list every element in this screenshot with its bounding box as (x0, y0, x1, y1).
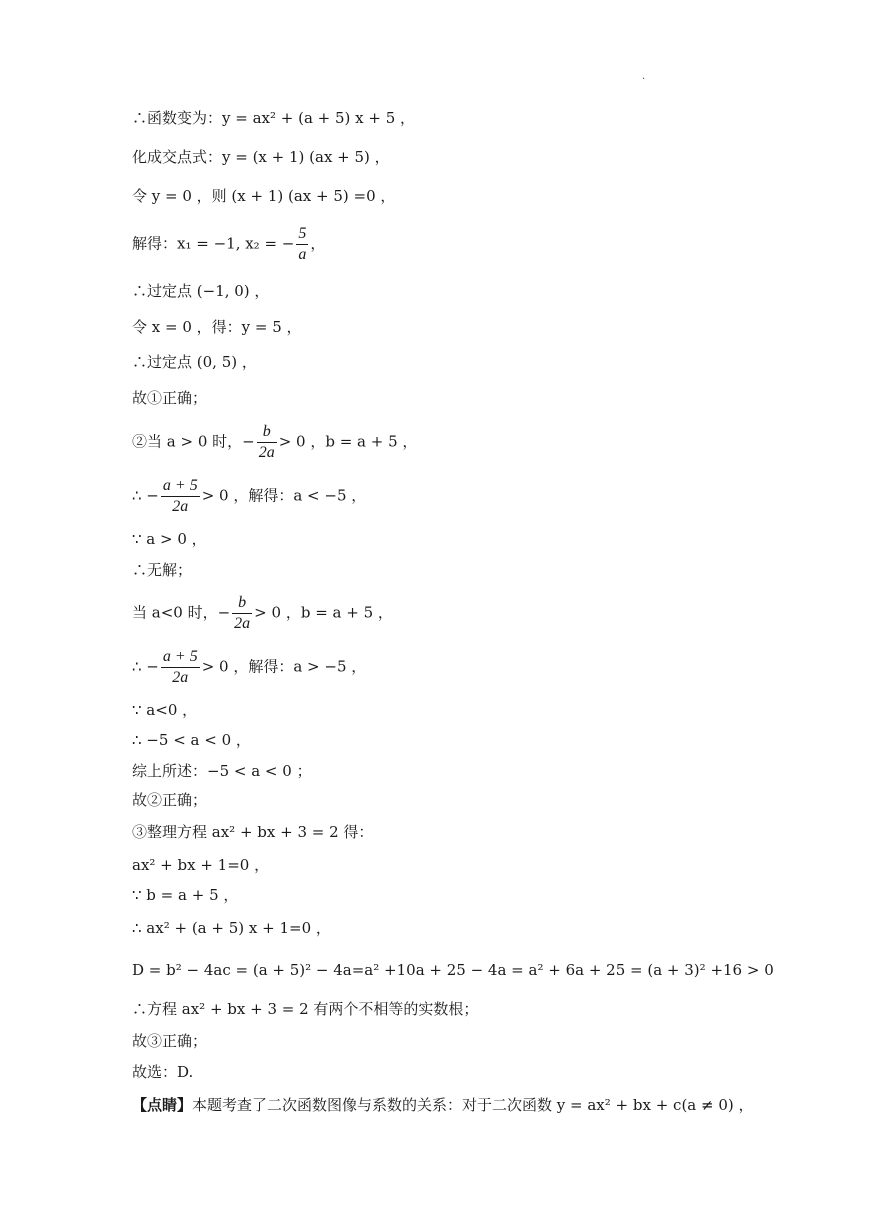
line-summary: 综上所述：−5 < a < 0 ； (132, 762, 312, 780)
line-simplified-equation: ax² + bx + 1=0 ， (132, 856, 270, 874)
line-equation-3: ③整理方程 ax² + bx + 3 = 2 得： (132, 823, 374, 841)
roots-text: 解得：x₁ = −1, x₂ = − (132, 234, 295, 253)
line-conclusion-3: 故③正确； (132, 1032, 208, 1050)
line-key-point (132, 1095, 754, 1115)
line-two-roots: ∴方程 ax² + bx + 3 = 2 有两个不相等的实数根； (132, 1000, 479, 1018)
line-function-transform: ∴函数变为：y = ax² + (a + 5) x + 5 ， (132, 109, 416, 127)
line-range-a: ∴ −5 < a < 0 ， (132, 731, 251, 749)
line-roots: 解得：x₁ = −1, x₂ = − $\frac{5}{a}$ ， (132, 225, 326, 263)
line-solve-a-negative: ∴ − $\frac{a + 5}{2a}$ > 0 ，解得：a > −5 ， (132, 648, 367, 686)
line-case-a-negative: 当 a<0 时，− $\frac{b}{2a}$ > 0 ，b = a + 5 ， (132, 594, 393, 632)
line-fixed-point-1: ∴过定点 (−1, 0) ， (132, 282, 270, 300)
line-factored-form: 化成交点式：y = (x + 1) (ax + 5) ， (132, 148, 390, 166)
line-since-a-positive: ∵ a > 0 ， (132, 530, 207, 548)
fraction-b-over-2a: $\frac{b}{2a}$ (234, 594, 251, 632)
fraction-5-over-a: $\frac{5}{a}$ (298, 225, 307, 263)
line-answer: 故选：D. (132, 1063, 194, 1081)
key-point-label: 【点睛】 (132, 1096, 193, 1114)
line-since-b: ∵ b = a + 5 ， (132, 886, 239, 904)
fraction-a5-over-2a: $\frac{a + 5}{2a}$ (162, 648, 198, 686)
line-since-a-negative: ∵ a<0 ， (132, 701, 198, 719)
line-substituted: ∴ ax² + (a + 5) x + 1=0 ， (132, 919, 331, 937)
line-solve-a-positive: ∴ − $\frac{a + 5}{2a}$ > 0 ，解得：a < −5 ， (132, 477, 367, 515)
key-point-text: 本题考查了二次函数图像与系数的关系：对于二次函数 y = ax² + bx + c(a ≠ 0) ， (192, 1096, 754, 1114)
line-set-x-zero: 令 x = 0 ，得：y = 5 ， (132, 318, 302, 336)
page-mark: · (642, 74, 646, 85)
fraction-b-over-2a: $\frac{b}{2a}$ (258, 423, 275, 461)
line-discriminant: D = b² − 4ac = (a + 5)² − 4a=a² +10a + 25 − 4a = a² + 6a + 25 = (a + 3)² +16 > 0 (132, 961, 774, 979)
line-conclusion-2: 故②正确； (132, 791, 208, 809)
line-no-solution: ∴无解； (132, 561, 193, 579)
line-set-y-zero: 令 y = 0 ，则 (x + 1) (ax + 5) =0 ， (132, 187, 396, 205)
line-case-a-positive: ②当 a > 0 时，− $\frac{b}{2a}$ > 0 ，b = a + 5 ， (132, 423, 418, 461)
line-conclusion-1: 故①正确； (132, 389, 208, 407)
line-fixed-point-2: ∴过定点 (0, 5) ， (132, 353, 257, 371)
fraction-a5-over-2a: $\frac{a + 5}{2a}$ (162, 477, 198, 515)
